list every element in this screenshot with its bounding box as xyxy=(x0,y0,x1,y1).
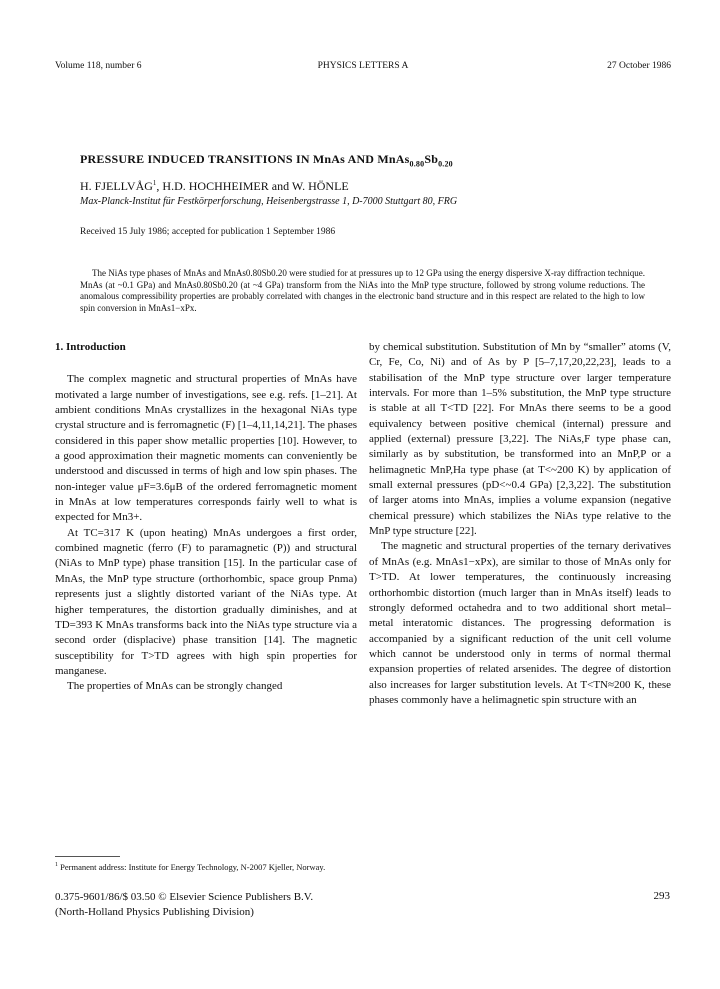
publisher-info xyxy=(55,890,313,920)
author-list: H. FJELLVÅG$^1$, H.D. HOCHHEIMER and W. HÖNLE xyxy=(80,179,349,193)
footnote-marker: 1 xyxy=(152,179,157,187)
paragraph: The complex magnetic and structural properties of MnAs have motivated a large number of investigations, see e.g. refs. [1–21]. At ambient conditions MnAs crystallizes in the hexagonal NiAs type crystal structure and is ferromagnetic (F) [1–4,11,14,21]. The phases considered in this paper show metallic properties [10]. However, to a good approximation their magnetic moments can conveniently be understood and discussed in terms of high and low spin phases. The non-integer value μF=3.6μB of the ordered ferromagnetic moment in MnAs at low temperatures corresponds fairly well to what is expected for Mn3+. xyxy=(55,373,357,524)
journal-name: PHYSICS LETTERS A xyxy=(317,61,409,71)
article-title: PRESSURE INDUCED TRANSITIONS IN MnAs AND $MnAs_{0.80}Sb_{0.20}$ xyxy=(80,152,453,169)
affiliation: Max-Planck-Institut für Festkörperforschung, Heisenbergstrasse 1, D-7000 Stuttgart 80, FRG xyxy=(80,196,458,207)
right-column xyxy=(369,340,671,708)
issue-date: 27 October 1986 xyxy=(607,61,671,71)
left-column xyxy=(55,340,357,695)
page-number: 293 xyxy=(653,890,670,902)
footnote-divider xyxy=(55,856,120,857)
division-line: (North-Holland Physics Publishing Division) xyxy=(55,906,254,918)
received-dates: Received 15 July 1986; accepted for publication 1 September 1986 xyxy=(80,227,336,237)
paragraph: The magnetic and structural properties of the ternary derivatives of MnAs (e.g. MnAs1−xPx), are similar to those of MnAs only for T>TD. At lower temperatures, the continuously increasing orthorhombic distortion (much larger than in MnAs itself) leads to strongly deformed octahedra and to two additional short metal–metal interatomic distances. The progressing deformation is accompanied by a significant reduction of the unit cell volume which cannot be understood only in terms of normal thermal expansion properties of related arsenides. The degree of distortion also increases for larger substitution levels. At T<TN≈200 K, these phases commonly have a helimagnetic spin structure with an xyxy=(369,540,671,706)
footnote: $^1$ Permanent address: Institute for Energy Technology, N-2007 Kjeller, Norway. xyxy=(55,861,326,872)
paragraph: The properties of MnAs can be strongly changed xyxy=(67,680,283,693)
paragraph: by chemical substitution. Substitution of Mn by “smaller” atoms (V, Cr, Fe, Co, Ni) and of As by P [5–7,17,20,22,23], leads to a stabilisation of the MnP type structure over larger temperature intervals. For more than 1–5% substitution, the MnP type structure is stable at all T<TD [22]. For MnAs there seems to be a good equivalency between positive chemical (internal) pressure and applied (external) pressure [3,22]. The NiAs,F type phase can, similarly as by substitution, be transformed into an MnP,P or a helimagnetic MnP,Ha type phase (at T<~200 K) by application of small external pressures (pD<~0.4 GPa) [2,3,22]. The substitution of larger atoms into MnAs, implies a volume expansion (negative chemical pressure) which stabilizes the NiAs type relative to the MnP type structure [22]. xyxy=(369,341,671,538)
running-head xyxy=(55,61,671,75)
abstract: The NiAs type phases of MnAs and MnAs0.80Sb0.20 were studied for at pressures up to 12 GPa using the energy dispersive X-ray diffraction technique. MnAs (at ~0.1 GPa) and MnAs0.80Sb0.20 (at ~4 GPa) transform from the NiAs into the MnP type structure, followed by strong volume reductions. The anomalous compressibility properties are probably correlated with changes in the electronic band structure and in this respect are related to the high to low spin conversion in MnAs1−xPx. xyxy=(80,268,645,313)
copyright-line: 0.375-9601/86/$ 03.50 © Elsevier Science Publishers B.V. xyxy=(55,891,314,903)
paragraph: At TC=317 K (upon heating) MnAs undergoes a first order, combined magnetic (ferro (F) to paramagnetic (P)) and structural (NiAs to MnP type) phase transition [15]. In the particular case of MnAs, the MnP type structure (orthorhombic, space group Pnma) represents just a slightly distorted variant of the NiAs type. At higher temperatures, the distortion gradually diminishes, and at TD=393 K MnAs transforms back into the NiAs type structure via a second order (displacive) phase transition [14]. The magnetic susceptibility for T>TD agrees with high spin properties for manganese. xyxy=(55,526,357,677)
volume-info: Volume 118, number 6 xyxy=(55,61,142,71)
section-heading: 1. Introduction xyxy=(55,341,126,353)
